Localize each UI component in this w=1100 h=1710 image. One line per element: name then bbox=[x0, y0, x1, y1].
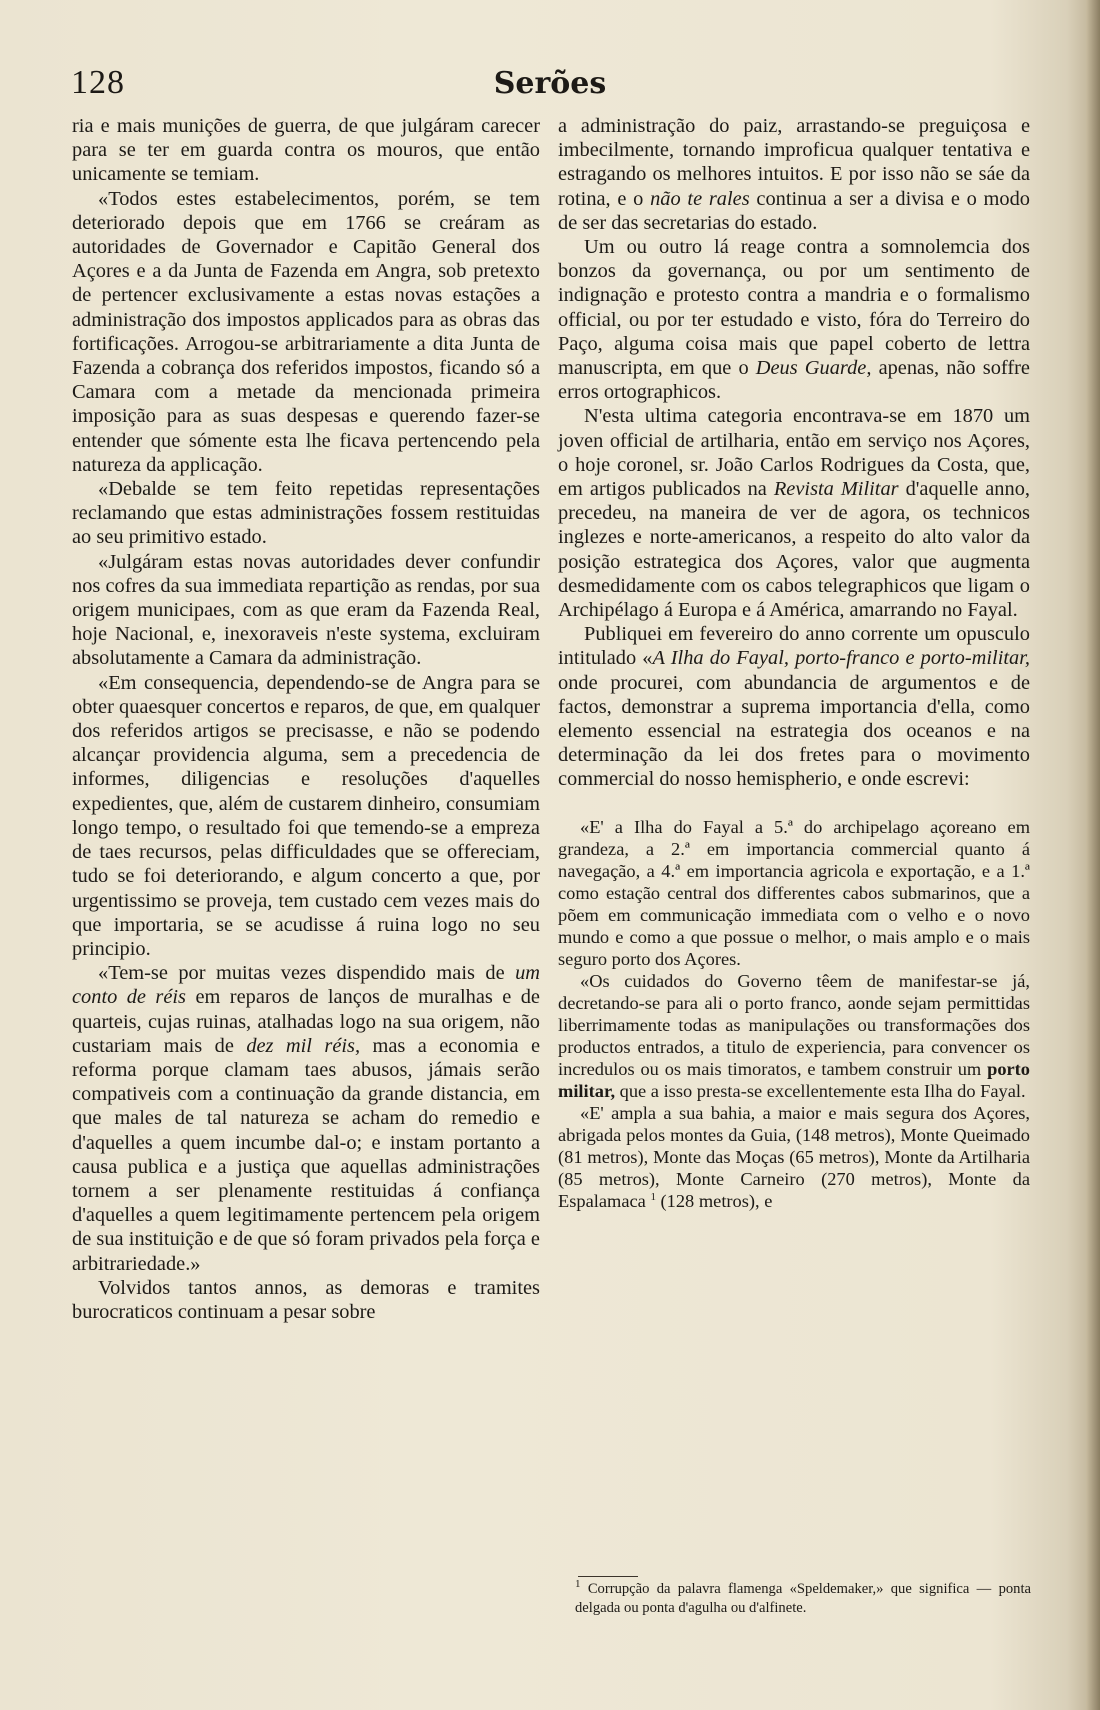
text-run: onde procurei, com abundancia de argumentos e de factos, demonstrar a suprema importancia d'ella, como elemento essencial na estrategia dos oceanos e na determinação da lei dos fretes para o movimento commercial do nosso hemispherio, e onde escrevi: bbox=[558, 671, 1030, 791]
paragraph bbox=[558, 235, 1030, 404]
text-run: Corrupção da palavra flamenga «Speldemaker,» que significa — ponta delgada ou ponta d'agulha ou d'alfinete. bbox=[575, 1581, 1031, 1616]
text-run: Publiquei em fevereiro do anno corrente um opusculo intitulado « bbox=[558, 623, 1030, 670]
footnote-rule bbox=[578, 1576, 638, 1577]
footnote bbox=[575, 1580, 1031, 1618]
paragraph: «Julgáram estas novas autoridades dever confundir nos cofres da sua immediata repartição as rendas, por sua origem municipaes, com as que eram da Fazenda Real, hoje Nacional, e, inexoraveis n'este systema, excluiram absolutamente a Camara da administração. bbox=[72, 550, 540, 670]
text-run: a administração do paiz, arrastando-se preguiçosa e imbecilmente, tornando improficua qualquer tentativa e estragando os melhores intuitos. E por isso não se sáe da rotina, e o bbox=[558, 115, 1030, 210]
page-edge-shadow bbox=[1086, 0, 1100, 1710]
right-column bbox=[558, 114, 1030, 1212]
text-run: «Tem-se por muitas vezes dispendido mais de bbox=[98, 962, 505, 985]
text-run: N'esta ultima categoria encontrava-se em 1870 um joven official de artilharia, então em serviço nos Açores, o hoje coronel, sr. João Carlos Rodrigues da Costa, que, em artigos publicados na bbox=[558, 405, 1030, 501]
paragraph: Volvidos tantos annos, as demoras e tramites burocraticos continuam a pesar sobre bbox=[72, 1276, 540, 1323]
paragraph: «Debalde se tem feito repetidas representações reclamando que estas administrações fossem restituidas ao seu primitivo estado. bbox=[72, 478, 540, 549]
text-run: apenas, não soffre erros ortographicos. bbox=[558, 357, 1030, 404]
quote-paragraph: «E' a Ilha do Fayal a 5.ª do archipelago açoreano em grandeza, a 2.ª em importancia commercial quanto á navegação, a 4.ª em importancia agricola e exportação, e a 1.ª como estação central dos differentes cabos submarinos, que a põem em communicação immediata com o velho e o novo mundo e como a que possue o melhor, o mais amplo e o mais seguro porto dos Açores. bbox=[558, 816, 1030, 969]
text-run: (128 metros), e bbox=[660, 1190, 773, 1211]
block-quote bbox=[558, 816, 1030, 1212]
text-run: continua a ser a divisa e o modo de ser das secretarias do estado. bbox=[558, 187, 1030, 234]
footnote-marker: 1 bbox=[575, 1578, 581, 1591]
page-header bbox=[0, 64, 1100, 114]
quote-paragraph bbox=[558, 1102, 1030, 1212]
text-run: d'aquelle anno, precedeu, na maneira de ver de agora, os technicos inglezes e norte-americanos, a respeito do alto valor da posição estrategica dos Açores, valor que augmenta desmedidamente com os cabos telegraphicos que ligam o Archipélago á Europa e á América, amarrando no Fayal. bbox=[558, 478, 1030, 622]
paragraph bbox=[558, 622, 1030, 791]
running-title: Serões bbox=[493, 66, 607, 101]
text-run: que a isso presta-se excellentemente esta Ilha do Fayal. bbox=[619, 1080, 1026, 1101]
page-number: 128 bbox=[71, 64, 125, 101]
paragraph: «Em consequencia, dependendo-se de Angra para se obter quaesquer concertos e reparos, de que, em qualquer dos referidos artigos se precisasse, e não se podendo alcançar providencia alguma, sem a precedencia de informes, diligencias e resoluções d'aquelles expedientes, que, além de custarem dinheiro, consumiam longo tempo, o resultado foi que temendo-se a empreza de taes recursos, pelas difficuldades que se offereciam, tudo se foi deteriorando, e algum concerto a que, por urgentissimo se proveja, tem custado cem vezes mais do que importaria, se se acudisse á ruina logo no seu principio. bbox=[72, 671, 540, 960]
text-run: «Os cuidados do Governo têem de manifestar-se já, decretando-se para ali o porto franco, aonde sejam permittidas liberrimamente todas as manipulações ou transformações dos productos entrados, a titulo de experiencia, para convencer os incredulos ou os mais timoratos, e tambem construir um bbox=[558, 970, 1030, 1079]
quote-paragraph bbox=[558, 970, 1030, 1102]
paragraph: ria e mais munições de guerra, de que julgáram carecer para se ter em guarda contra os mouros, que então unicamente se temiam. bbox=[72, 115, 540, 186]
text-run: em reparos de lanços de muralhas e de quarteis, cujas ruinas, atalhadas logo na sua origem, não custariam mais de bbox=[72, 986, 540, 1057]
text-run: mas a economia e reforma porque clamam taes abusos, jámais serão compativeis com a continuação da grande distancia, em que males de tal natureza se acham do remedio e d'aquelles a quem incumbe dal-o; e instam portanto a causa publica e a justiça que aquellas administrações tornem a ser plenamente restituidas á confiança d'aquelles a quem legitimamente pertencem pela origem de sua instituição e de que só foram privados pela força e arbitrariedade.» bbox=[72, 1034, 540, 1275]
italic-text: Deus Guarde, bbox=[755, 357, 872, 380]
italic-text: dez mil réis, bbox=[246, 1034, 361, 1057]
left-column bbox=[72, 114, 540, 1324]
italic-text: não te rales bbox=[650, 187, 750, 210]
italic-text: Revista Militar bbox=[773, 478, 899, 501]
bold-text: porto militar, bbox=[558, 1058, 1030, 1101]
paragraph bbox=[558, 114, 1030, 235]
italic-text: A Ilha do Fayal, porto-franco e porto-militar, bbox=[652, 647, 1030, 670]
footnote-text bbox=[575, 1580, 1031, 1618]
italic-text: um conto de réis bbox=[72, 962, 541, 1009]
paragraph bbox=[72, 961, 540, 1276]
paragraph bbox=[558, 404, 1030, 622]
paragraph: «Todos estes estabelecimentos, porém, se tem deteriorado depois que em 1766 se creáram as autoridades de Governador e Capitão General dos Açores e a da Junta de Fazenda em Angra, sob pretexto de pertencer exclusivamente a estas novas estações a administração dos impostos applicados para as obras das fortificações. Arrogou-se arbitrariamente a dita Junta de Fazenda a cobrança dos referidos impostos, ficando só a Camara com a metade da mencionada primeira imposição para as suas despesas e querendo fazer-se entender que sómente esta lhe ficava pertencendo pela natureza da applicação. bbox=[72, 187, 540, 476]
text-run: «E' ampla a sua bahia, a maior e mais segura dos Açores, abrigada pelos montes da Guia, (148 metros), Monte Queimado (81 metros), Monte das Moças (65 metros), Monte da Artilharia (85 metros), Monte Carneiro (270 metros), Monte da Espalamaca bbox=[558, 1102, 1030, 1211]
footnote-reference: 1 bbox=[650, 1190, 656, 1203]
text-run: Um ou outro lá reage contra a somnolemcia dos bonzos da governança, ou por um sentimento de indignação e protesto contra a mandria e o formalismo official, ou por ter estudado e visto, fóra do Terreiro do Paço, alguma coisa mais que papel coberto de lettra manuscripta, em que o bbox=[558, 236, 1030, 380]
